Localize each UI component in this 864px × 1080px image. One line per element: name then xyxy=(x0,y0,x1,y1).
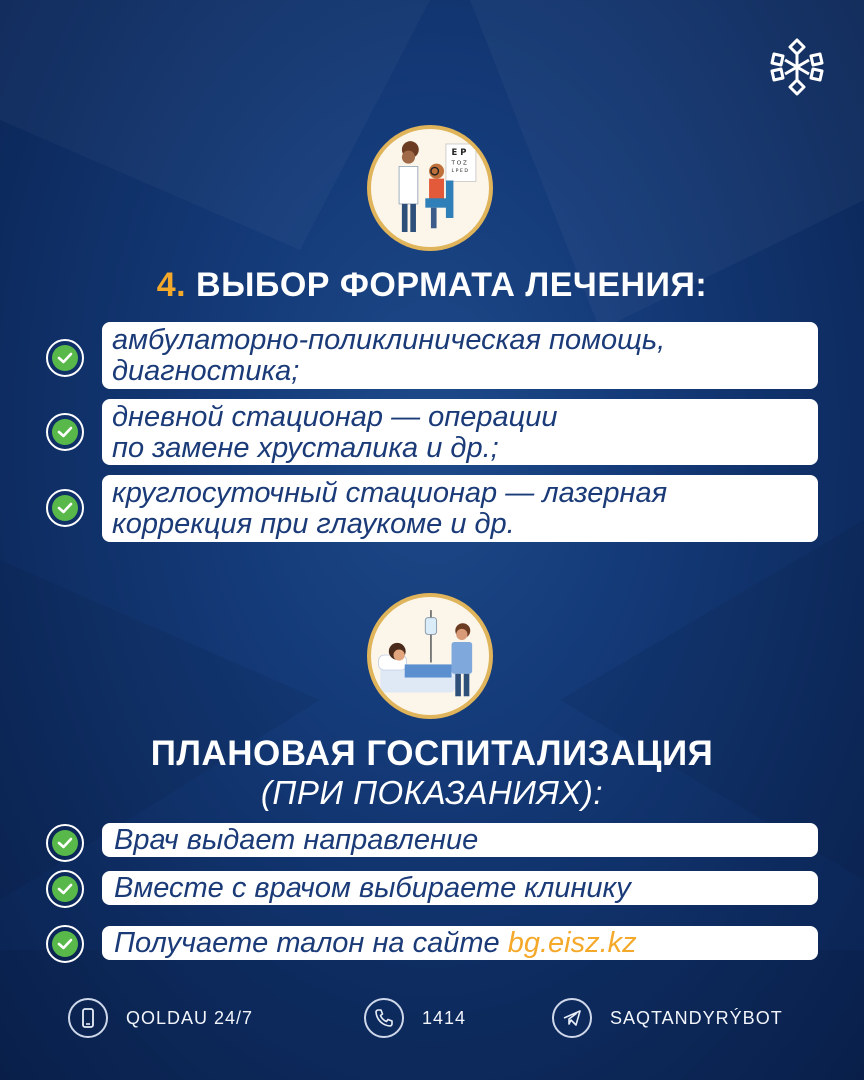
svg-text:L P E D: L P E D xyxy=(451,169,468,175)
svg-text:T O Z: T O Z xyxy=(451,160,467,167)
brand-logo-icon xyxy=(766,36,828,98)
section-title-hospitalization: ПЛАНОВАЯ ГОСПИТАЛИЗАЦИЯ xyxy=(150,734,714,773)
list-item-text: Получаете талон на сайте xyxy=(114,927,508,959)
footer-telegram-bot[interactable] xyxy=(552,998,783,1038)
check-icon xyxy=(46,413,84,451)
section-number: 4. xyxy=(156,266,187,304)
footer-support xyxy=(68,998,253,1038)
check-icon xyxy=(46,339,84,377)
list-item-line: дневной стационар — операции xyxy=(112,401,558,433)
telegram-icon xyxy=(552,998,592,1038)
list-item-choose-clinic xyxy=(102,871,818,905)
section-title-text: ВЫБОР ФОРМАТА ЛЕЧЕНИЯ: xyxy=(196,266,708,304)
list-item-line: коррекция при глаукоме и др. xyxy=(112,508,515,540)
list-item-line: по замене хрусталика и др.; xyxy=(112,432,499,464)
list-item-day-hospital xyxy=(102,399,818,465)
eye-exam-illustration xyxy=(367,125,493,251)
list-item-line: круглосуточный стационар — лазерная xyxy=(112,477,668,509)
footer-label: 1414 xyxy=(422,1007,467,1028)
hospital-illustration xyxy=(367,593,493,719)
list-item-line: диагностика; xyxy=(112,355,300,387)
list-item-24h-hospital xyxy=(102,475,818,542)
check-icon xyxy=(46,925,84,963)
svg-text:E P: E P xyxy=(451,147,467,158)
section-title-treatment-format xyxy=(0,266,864,305)
list-item-get-ticket xyxy=(102,926,818,960)
section-subtitle-indications: (ПРИ ПОКАЗАНИЯХ): xyxy=(260,774,604,811)
phone-icon xyxy=(68,998,108,1038)
footer-label: SAQTANDYRÝBOT xyxy=(610,1007,783,1028)
check-icon xyxy=(46,824,84,862)
list-item-referral xyxy=(102,823,818,857)
list-item-outpatient xyxy=(102,322,818,389)
list-item-line: амбулаторно-поликлиническая помощь, xyxy=(112,324,666,356)
footer-hotline[interactable] xyxy=(364,998,466,1038)
check-icon xyxy=(46,489,84,527)
check-icon xyxy=(46,870,84,908)
list-item-text: Врач выдает направление xyxy=(114,824,479,856)
footer-label: QOLDAU 24/7 xyxy=(126,1007,254,1028)
call-icon xyxy=(364,998,404,1038)
website-link[interactable]: bg.eisz.kz xyxy=(507,927,637,959)
list-item-text: Вместе с врачом выбираете клинику xyxy=(114,872,631,904)
